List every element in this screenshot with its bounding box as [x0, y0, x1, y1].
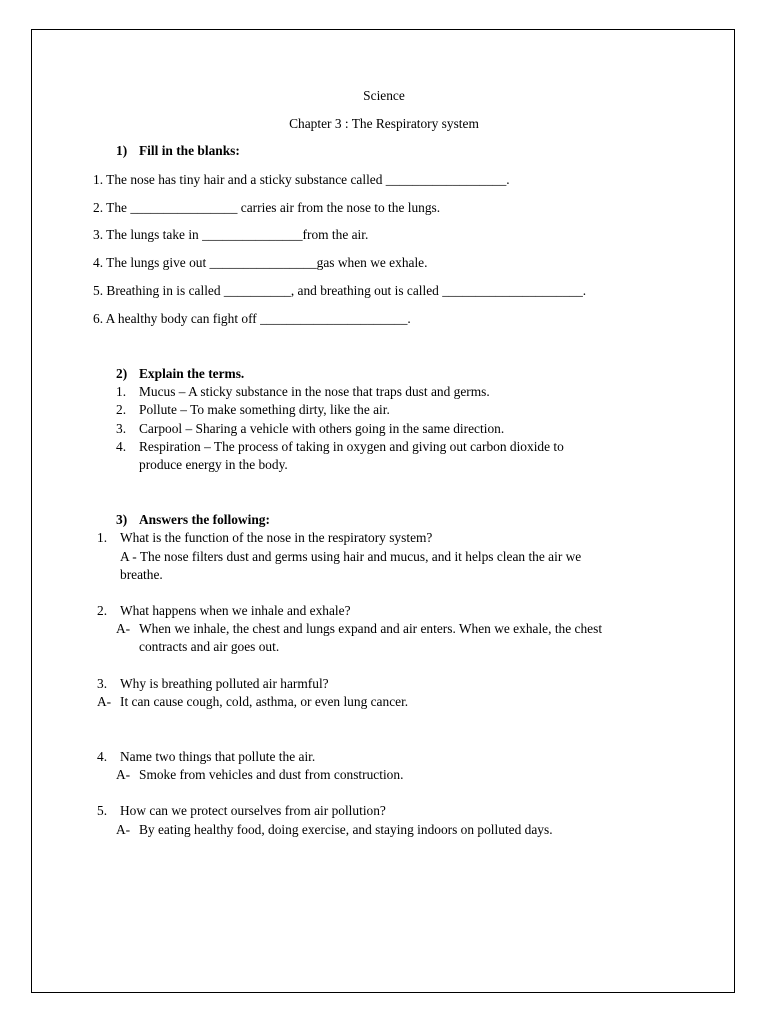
question-number: 2. [97, 603, 108, 618]
question-text: Why is breathing polluted air harmful? [120, 676, 329, 691]
answer-text: A - The nose filters dust and germs using hair and mucus, and it helps clean the air we [120, 549, 582, 564]
term-number: 4. [116, 439, 127, 454]
blank-item: 3. The lungs take in _______________from the air. [93, 227, 369, 242]
question-text: Name two things that pollute the air. [120, 749, 316, 764]
term-definition: Carpool – Sharing a vehicle with others going in the same direction. [139, 421, 505, 436]
section2-number: 2) [116, 366, 128, 381]
question-number: 5. [97, 803, 108, 818]
question-number: 3. [97, 676, 108, 691]
blank-item: 6. A healthy body can fight off ______________________. [93, 311, 411, 326]
blank-item: 4. The lungs give out ________________gas when we exhale. [93, 255, 428, 270]
answer-prefix: A- [97, 694, 112, 709]
answer-text-cont: breathe. [120, 567, 163, 582]
term-definition: Pollute – To make something dirty, like the air. [139, 402, 390, 417]
term-definition: Respiration – The process of taking in oxygen and giving out carbon dioxide to [139, 439, 564, 454]
term-definition: Mucus – A sticky substance in the nose that traps dust and germs. [139, 384, 490, 399]
blank-item: 2. The ________________ carries air from the nose to the lungs. [93, 200, 441, 215]
term-definition-cont: produce energy in the body. [139, 457, 288, 472]
section1-title: Fill in the blanks: [139, 143, 240, 158]
answer-text: By eating healthy food, doing exercise, and staying indoors on polluted days. [139, 822, 553, 837]
answer-text: Smoke from vehicles and dust from construction. [139, 767, 404, 782]
question-text: How can we protect ourselves from air pollution? [120, 803, 386, 818]
section1-number: 1) [116, 143, 128, 158]
question-text: What is the function of the nose in the respiratory system? [120, 530, 433, 545]
answer-text: When we inhale, the chest and lungs expand and air enters. When we exhale, the chest [139, 621, 603, 636]
section3-title: Answers the following: [139, 512, 270, 527]
question-text: What happens when we inhale and exhale? [120, 603, 351, 618]
term-number: 1. [116, 384, 127, 399]
answer-prefix: A- [116, 621, 131, 636]
question-number: 4. [97, 749, 108, 764]
term-number: 2. [116, 402, 127, 417]
blank-item: 1. The nose has tiny hair and a sticky substance called __________________. [93, 172, 510, 187]
answer-text: It can cause cough, cold, asthma, or even lung cancer. [120, 694, 409, 709]
question-number: 1. [97, 530, 108, 545]
chapter-title: Chapter 3 : The Respiratory system [289, 116, 479, 131]
answer-text-cont: contracts and air goes out. [139, 639, 280, 654]
subject-title: Science [363, 88, 405, 103]
answer-prefix: A- [116, 822, 131, 837]
section2-title: Explain the terms. [139, 366, 245, 381]
answer-prefix: A- [116, 767, 131, 782]
term-number: 3. [116, 421, 127, 436]
section3-number: 3) [116, 512, 128, 527]
blank-item: 5. Breathing in is called __________, and breathing out is called _____________________. [93, 283, 587, 298]
